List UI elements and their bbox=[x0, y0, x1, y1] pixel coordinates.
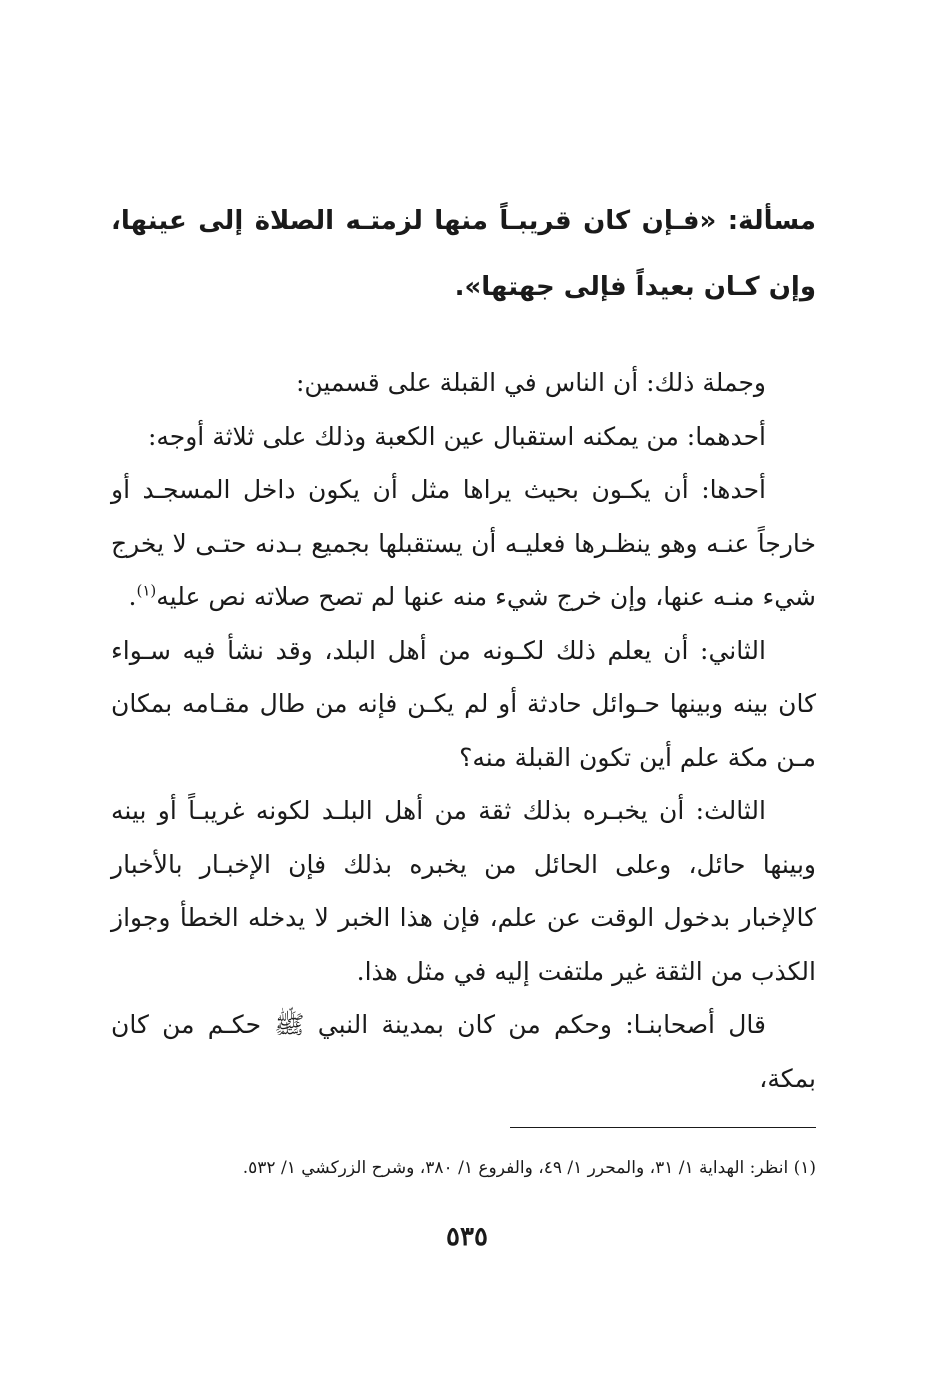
body-text bbox=[111, 356, 816, 1105]
paragraph-second-way: الثاني: أن يعلم ذلك لكـونه من أهل البلد، وقد نشأ فيه سـواء كان بينه وبينها حـوائل حادثة أو لم يكـن فإنه من طال مقـامه بمكان مـن مكة علم أين تكون القبلة منه؟ bbox=[111, 635, 816, 772]
paragraph-companions: قال أصحابنـا: وحكم من كان بمدينة النبي ﷺ حكـم من كان بمكة، bbox=[111, 1010, 816, 1093]
masala-heading: مسألة: «فـإن كان قريبـاً منها لزمتـه الصلاة إلى عينها، وإن كـان بعيداً فإلى جهتها». bbox=[111, 206, 816, 302]
paragraph-intro: وجملة ذلك: أن الناس في القبلة على قسمين: bbox=[295, 368, 766, 397]
paragraph-first-way-text: أحدها: أن يكـون بحيث يراها مثل أن يكون داخل المسجـد أو خارجاً عنـه وهو ينظـرها فعليـه أن يستقبلها بجميع بـدنه حتـى لا يخرج شيء منـه عنها، وإن خرج شيء منه عنها لم تصح صلاته نص عليه bbox=[111, 475, 816, 611]
footnote-reference: (١) bbox=[136, 581, 157, 600]
footnote: (١) انظر: الهداية ١/ ٣١، والمحرر ١/ ٤٩، والفروع ١/ ٣٨٠، وشرح الزركشي ١/ ٥٣٢. bbox=[242, 1158, 816, 1178]
paragraph-first-way-end: . bbox=[128, 582, 137, 611]
footnote-divider bbox=[510, 1127, 816, 1128]
paragraph-first-way bbox=[111, 463, 816, 624]
paragraph-third-way: الثالث: أن يخبـره بذلك ثقة من أهل البلـد لكونه غريبـاً أو بينه وبينها حائل، وعلى الحائل من يخبره بذلك فإن الإخبـار بالأخبار كالإخبار بدخول الوقت عن علم، فإن هذا الخبر لا يدخله الخطأ وجواز الكذب من الثقة غير ملتفت إليه في مثل هذا. bbox=[111, 796, 816, 986]
page-number: ٥٣٥ bbox=[446, 1222, 488, 1252]
paragraph-first-category: أحدهما: من يمكنه استقبال عين الكعبة وذلك على ثلاثة أوجه: bbox=[147, 421, 766, 451]
